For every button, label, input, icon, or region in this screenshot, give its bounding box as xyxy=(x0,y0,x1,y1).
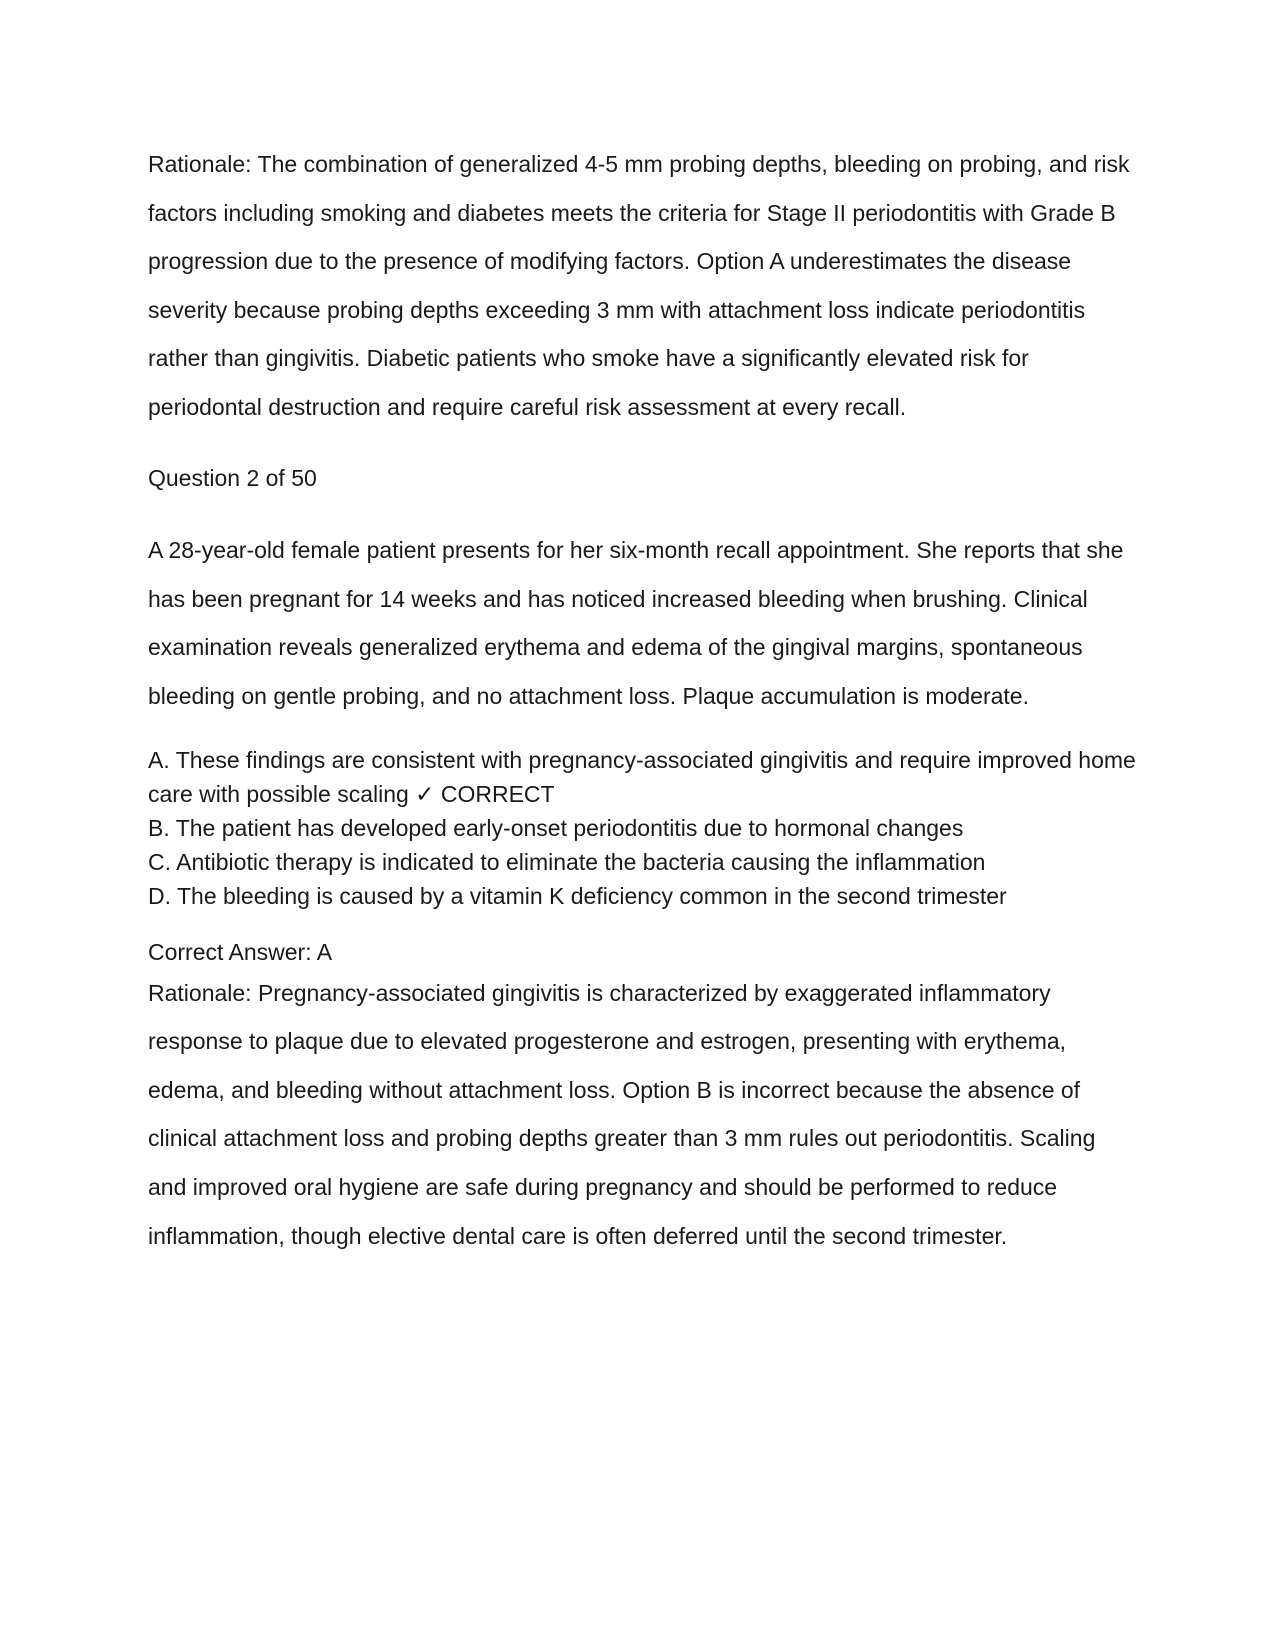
answer-option-b: B. The patient has developed early-onset periodontitis due to hormonal changes xyxy=(148,814,964,841)
correct-answer-label: Correct Answer: A xyxy=(148,938,333,965)
answer-options-list xyxy=(148,743,1138,913)
document-page xyxy=(148,140,1138,1260)
question-stem: A 28-year-old female patient presents for her six-month recall appointment. She reports that she has been pregnant for 14 weeks and has noticed increased bleeding when brushing. Clinical examination reveals generalized erythema and edema of the gingival margins, spontaneous bleeding on gentle probing, and no attachment loss. Plaque accumulation is moderate. xyxy=(148,537,1124,709)
question-number-label: Question 2 of 50 xyxy=(148,464,317,491)
question-rationale: Rationale: Pregnancy-associated gingivitis is characterized by exaggerated inflammatory response to plaque due to elevated progesterone and estrogen, presenting with erythema, edema, and bleeding without attachment loss. Option B is incorrect because the absence of clinical attachment loss and probing depths greater than 3 mm rules out periodontitis. Scaling and improved oral hygiene are safe during pregnancy and should be performed to reduce inflammation, though elective dental care is often deferred until the second trimester. xyxy=(148,979,1096,1249)
answer-option-d: D. The bleeding is caused by a vitamin K deficiency common in the second trimester xyxy=(148,882,1007,909)
previous-question-rationale: Rationale: The combination of generalized 4-5 mm probing depths, bleeding on probing, and risk factors including smoking and diabetes meets the criteria for Stage II periodontitis with Grade B progression due to the presence of modifying factors. Option A underestimates the disease severity because probing depths exceeding 3 mm with attachment loss indicate periodontitis rather than gingivitis. Diabetic patients who smoke have a significantly elevated risk for periodontal destruction and require careful risk assessment at every recall. xyxy=(148,151,1130,420)
answer-option-a: A. These findings are consistent with pregnancy-associated gingivitis and require improved home care with possible scaling ✓ CORRECT xyxy=(148,746,1136,807)
answer-option-c: C. Antibiotic therapy is indicated to eliminate the bacteria causing the inflammation xyxy=(148,848,986,875)
